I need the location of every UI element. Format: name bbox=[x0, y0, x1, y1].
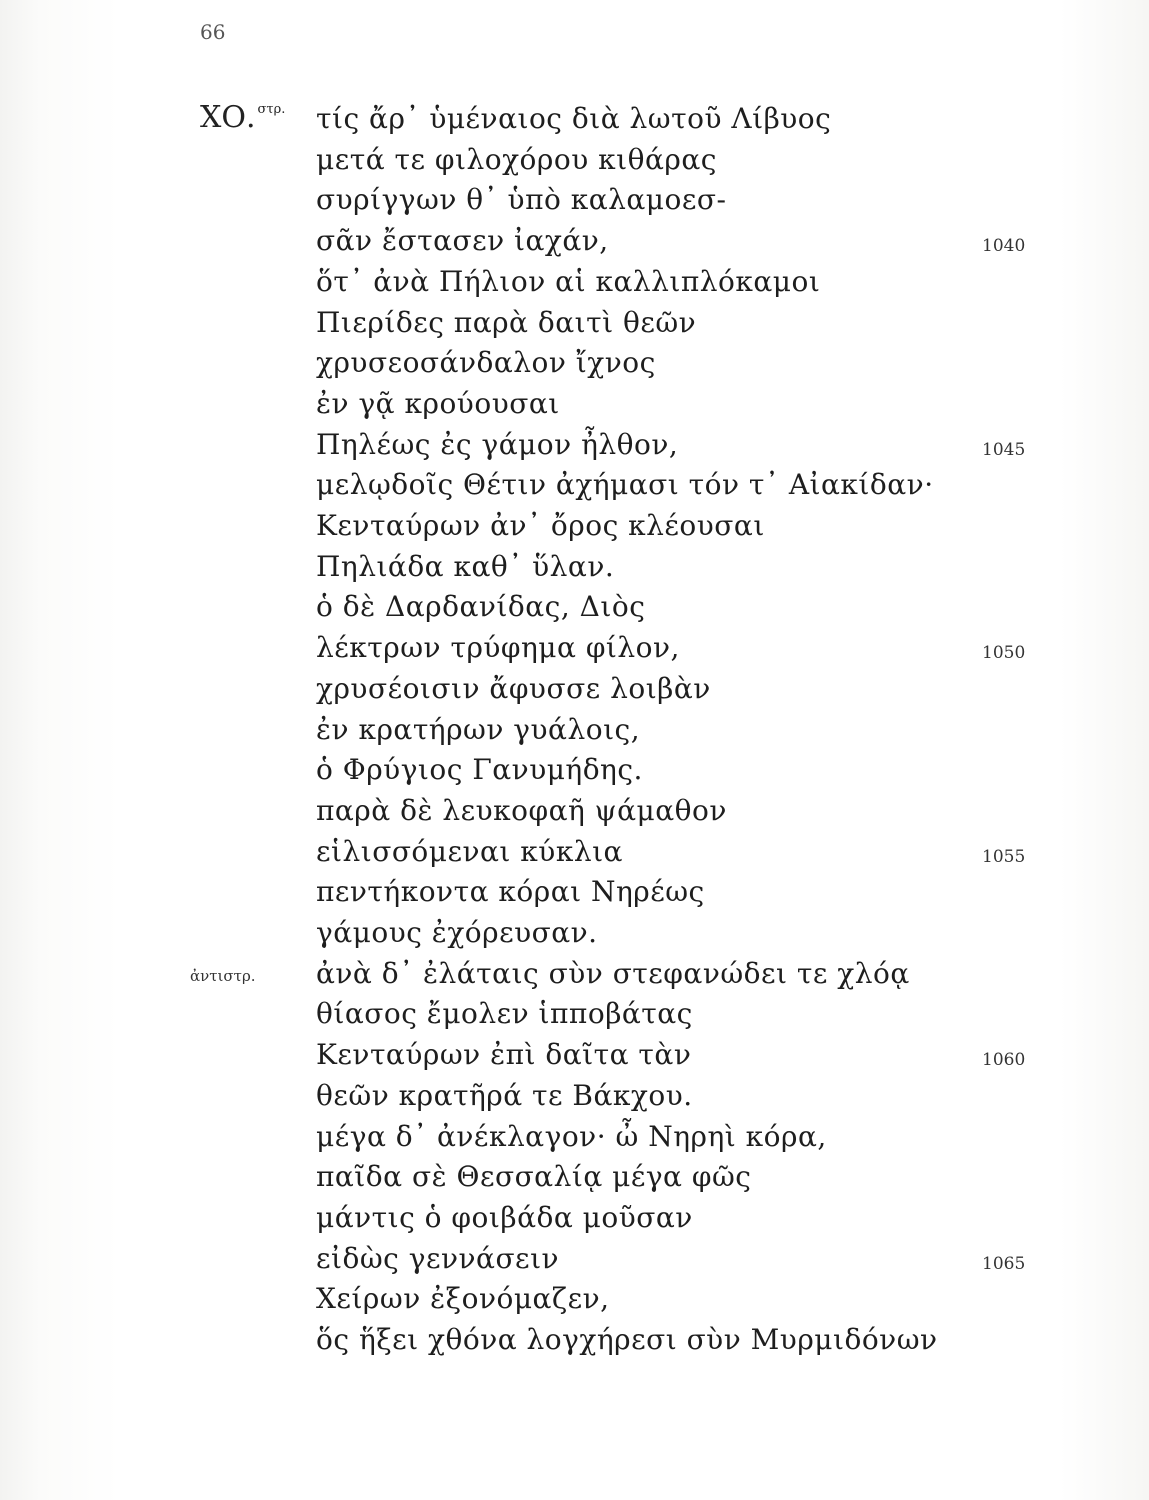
verse-line bbox=[0, 1323, 1149, 1361]
line-number: 1045 bbox=[982, 439, 1026, 460]
verse-text: λέκτρων τρύφημα φίλον, bbox=[316, 631, 680, 665]
line-number: 1050 bbox=[982, 643, 1026, 664]
verse-line bbox=[0, 509, 1149, 547]
verse-text: ἀνὰ δ᾿ ἐλάταις σὺν στεφανώδει τε χλόᾳ bbox=[316, 956, 910, 990]
verse-line bbox=[0, 753, 1149, 791]
verse-text: ἐν γᾷ κρούουσαι bbox=[316, 386, 560, 420]
verse-text: χρυσέοισιν ἄφυσσε λοιβὰν bbox=[316, 671, 711, 705]
verse-line bbox=[0, 794, 1149, 832]
verse-line bbox=[0, 590, 1149, 628]
verse-line bbox=[0, 224, 1149, 262]
verse-line bbox=[0, 835, 1149, 873]
verse-text: μετά τε φιλοχόρου κιθάρας bbox=[316, 142, 717, 176]
verse-line bbox=[0, 1201, 1149, 1239]
verse-text: μάντις ὁ φοιβάδα μοῦσαν bbox=[316, 1200, 693, 1234]
verse-line bbox=[0, 1160, 1149, 1198]
verse-text: Πηλέως ἐς γάμον ἦλθον, bbox=[316, 427, 679, 461]
verse-text: εἱλισσόμεναι κύκλια bbox=[316, 834, 623, 868]
verse-text: χρυσεοσάνδαλον ἴχνος bbox=[316, 346, 656, 380]
verse-line bbox=[0, 1120, 1149, 1158]
verse-text: εἰδὼς γεννάσειν bbox=[316, 1241, 560, 1275]
verse-text: Κενταύρων ἀν᾿ ὄρος κλέουσαι bbox=[316, 509, 765, 542]
verse-line bbox=[0, 102, 1149, 140]
verse-line bbox=[0, 1282, 1149, 1320]
line-number: 1055 bbox=[982, 846, 1026, 867]
verse-line bbox=[0, 306, 1149, 344]
verse-text: θίασος ἔμολεν ἱπποβάτας bbox=[316, 997, 693, 1031]
verse-line bbox=[0, 631, 1149, 669]
antistrophe-label: ἀντιστρ. bbox=[190, 966, 256, 985]
verse-text: θεῶν κρατῆρά τε Βάκχου. bbox=[316, 1078, 693, 1112]
verse-line bbox=[0, 1079, 1149, 1117]
verse-text: γάμους ἐχόρευσαν. bbox=[316, 916, 598, 949]
verse-line bbox=[0, 875, 1149, 913]
verse-line bbox=[0, 265, 1149, 303]
verse-line bbox=[0, 997, 1149, 1035]
line-number: 1040 bbox=[982, 236, 1026, 257]
verse-text: ὅτ᾿ ἀνὰ Πήλιον αἱ καλλιπλόκαμοι bbox=[316, 264, 821, 298]
verse-text: πεντήκοντα κόραι Νηρέως bbox=[316, 875, 705, 909]
verse-line bbox=[0, 346, 1149, 384]
verse-line bbox=[0, 1038, 1149, 1076]
verse-line bbox=[0, 428, 1149, 466]
speaker-label bbox=[200, 100, 285, 135]
line-number: 1065 bbox=[982, 1253, 1026, 1274]
verse-line bbox=[0, 957, 1149, 995]
verse-line bbox=[0, 916, 1149, 954]
verse-text: Χείρων ἐξονόμαζεν, bbox=[316, 1282, 610, 1316]
verse-line bbox=[0, 468, 1149, 506]
verse-text: ἐν κρατήρων γυάλοις, bbox=[316, 712, 641, 746]
verse-text: ὁ δὲ Δαρδανίδας, Διὸς bbox=[316, 590, 646, 624]
verse-text: ὅς ἥξει χθόνα λογχήρεσι σὺν Μυρμιδόνων bbox=[316, 1323, 938, 1356]
verse-line bbox=[0, 713, 1149, 751]
verse-line bbox=[0, 387, 1149, 425]
line-number: 1060 bbox=[982, 1050, 1026, 1071]
verse-text: παῖδα σὲ Θεσσαλίᾳ μέγα φῶς bbox=[316, 1160, 752, 1194]
verse-text: σᾶν ἔστασεν ἰαχάν, bbox=[316, 224, 609, 258]
verse-text: Πηλιάδα καθ᾿ ὕλαν. bbox=[316, 549, 615, 583]
verse-text: συρίγγων θ᾿ ὑπὸ καλαμοεσ- bbox=[316, 183, 727, 217]
verse-text: μέγα δ᾿ ἀνέκλαγον· ὦ Νηρηὶ κόρα, bbox=[316, 1119, 827, 1153]
strophe-marker: στρ. bbox=[257, 102, 286, 117]
verse-text: παρὰ δὲ λευκοφαῆ ψάμαθον bbox=[316, 793, 727, 827]
verse-line bbox=[0, 143, 1149, 181]
verse-text: Κενταύρων ἐπὶ δαῖτα τὰν bbox=[316, 1038, 692, 1072]
verse-line bbox=[0, 183, 1149, 221]
verse-text: ὁ Φρύγιος Γανυμήδης. bbox=[316, 753, 643, 787]
speaker-name: ΧΟ. bbox=[200, 100, 256, 135]
page-number: 66 bbox=[200, 20, 226, 44]
verse-text: μελῳδοῖς Θέτιν ἀχήμασι τόν τ᾿ Αἰακίδαν· bbox=[316, 468, 934, 502]
verse-text: Πιερίδες παρὰ δαιτὶ θεῶν bbox=[316, 305, 697, 339]
verse-line bbox=[0, 672, 1149, 710]
verse-text: τίς ἄρ᾿ ὑμέναιος διὰ λωτοῦ Λίβυος bbox=[316, 102, 832, 135]
verse-line bbox=[0, 1242, 1149, 1280]
verse-line bbox=[0, 550, 1149, 588]
